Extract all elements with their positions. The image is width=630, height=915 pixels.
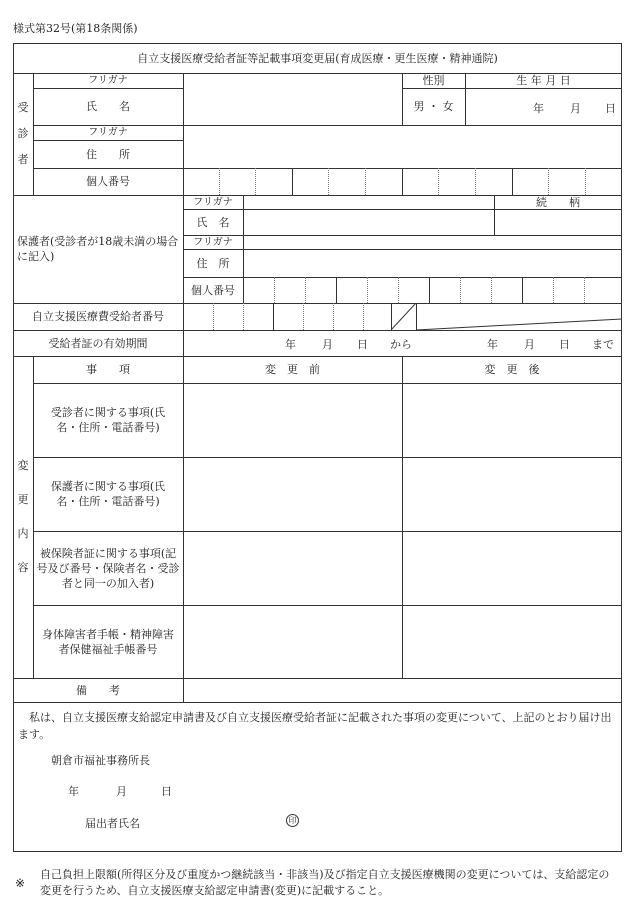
after-field-insurance[interactable]	[403, 532, 621, 604]
submitter-name-field[interactable]	[160, 812, 280, 830]
office-name: 朝倉市福祉事務所長	[51, 754, 150, 767]
note-text: 自己負担上限額(所得区分及び重度かつ継続該当・非該当)及び指定自立支援医療機関の変更については、支給認定の変更を行うため、自立支援医療支給認定申請書(変更)に記載すること。	[40, 868, 610, 897]
patient-name-label: 氏 名	[86, 100, 130, 113]
guardian-name-field[interactable]	[244, 210, 493, 234]
birth-label: 生 年 月 日	[516, 74, 571, 87]
remarks-field[interactable]	[184, 679, 621, 701]
before-field-guardian[interactable]	[184, 458, 401, 530]
patient-personal-number-field[interactable]	[184, 169, 621, 194]
recipient-number-field[interactable]	[184, 304, 390, 329]
change-row-guardian: 保護者に関する事項(氏名・住所・電話番号)	[50, 480, 166, 508]
form-number: 様式第32号(第18条関係)	[13, 22, 138, 35]
guardian-relation-label: 続 柄	[536, 195, 580, 209]
guardian-personal-number-field[interactable]	[244, 278, 621, 302]
validity-field[interactable]	[184, 331, 621, 355]
changes-col-item: 事 項	[86, 363, 130, 376]
recipient-number-label: 自立支援医療費受給者番号	[32, 310, 164, 323]
change-row-insurance: 被保険者証に関する事項(記号及び番号・保険者名・受診者と同一の加入者)	[36, 546, 180, 590]
guardian-address-label: 住 所	[196, 256, 230, 270]
gender-options[interactable]: 男 ・ 女	[413, 100, 454, 113]
guardian-relation-field[interactable]	[495, 210, 621, 234]
changes-col-after: 変 更 後	[484, 363, 540, 376]
form-title: 自立支援医療受給者証等記載事項変更届(育成医療・更生医療・精神通院)	[137, 51, 498, 65]
after-field-patient[interactable]	[403, 384, 621, 456]
validity-label: 受給者証の有効期間	[48, 336, 148, 350]
seal-mark: 印	[286, 814, 299, 827]
patient-section-label: 受 診 者	[17, 101, 29, 166]
patient-furigana-label: フリガナ	[88, 75, 128, 86]
note-mark: ※	[15, 876, 26, 890]
guardian-personal-number-label: 個人番号	[191, 283, 235, 297]
patient-address-field[interactable]	[184, 126, 621, 167]
guardian-furigana-label: フリガナ	[193, 196, 233, 208]
changes-col-before: 変 更 前	[265, 363, 320, 376]
declaration-text: 私は、自立支援医療支給認定申請書及び自立支援医療受給者証に記載された事項の変更について、上記のとおり届け出ます。	[18, 711, 612, 741]
guardian-section-label: 保護者(受診者が18歳未満の場合に記入)	[17, 235, 179, 263]
guardian-address-field[interactable]	[244, 250, 621, 276]
before-field-handbook[interactable]	[184, 606, 401, 677]
patient-furigana2-label: フリガナ	[88, 127, 128, 138]
change-row-handbook: 身体障害者手帳・精神障害者保健福祉手帳番号	[42, 627, 174, 656]
change-row-patient: 受診者に関する事項(氏名・住所・電話番号)	[50, 406, 166, 434]
patient-address-label: 住 所	[86, 147, 130, 161]
submitter-label: 届出者氏名	[85, 817, 140, 830]
guardian-furigana2-label: フリガナ	[193, 236, 233, 248]
patient-personal-number-label: 個人番号	[86, 175, 130, 188]
before-field-patient[interactable]	[184, 384, 401, 456]
changes-section-label: 変 更 内 容	[17, 459, 29, 574]
remarks-label: 備 考	[76, 683, 120, 697]
gender-label: 性別	[422, 74, 445, 87]
recipient-number-diagonal	[391, 303, 622, 330]
after-field-handbook[interactable]	[403, 606, 621, 677]
guardian-name-label: 氏 名	[196, 215, 230, 229]
patient-name-field[interactable]	[184, 89, 401, 124]
before-field-insurance[interactable]	[184, 532, 401, 604]
after-field-guardian[interactable]	[403, 458, 621, 530]
